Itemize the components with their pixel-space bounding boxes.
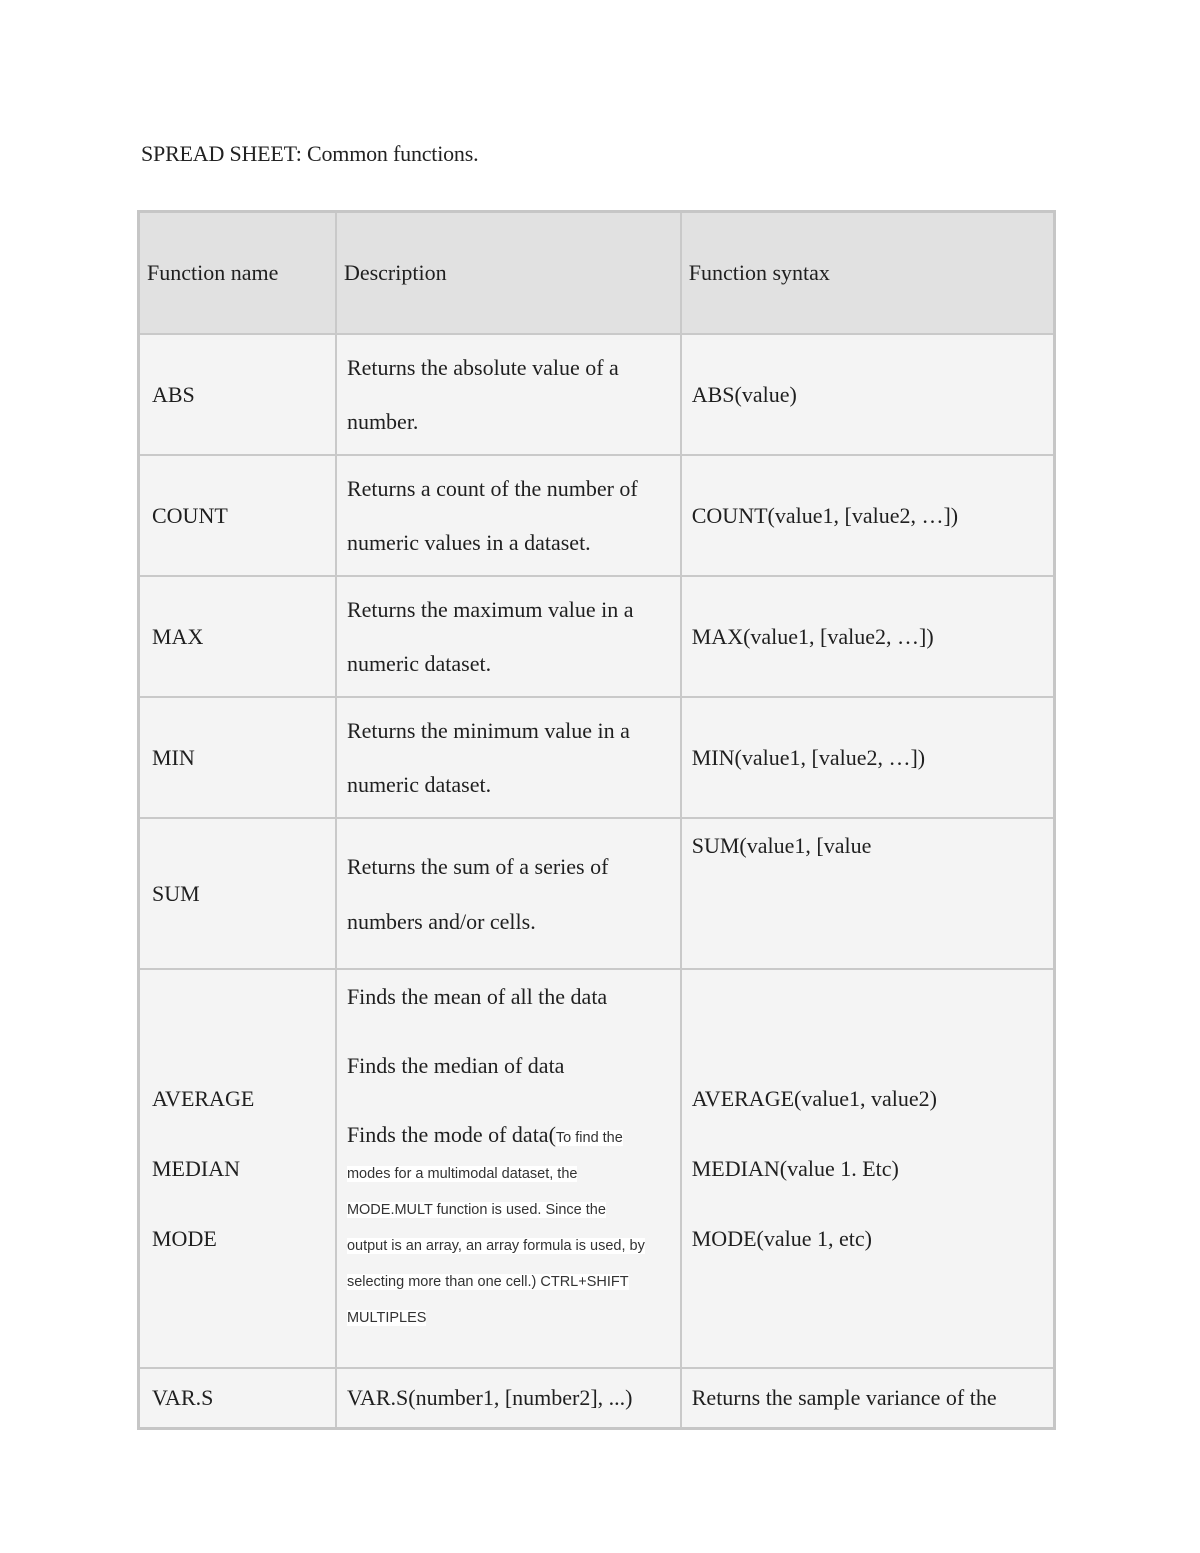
syntax-cell: ABS(value) xyxy=(681,334,1055,455)
description-median: Finds the median of data xyxy=(346,1053,565,1078)
syntax-cell xyxy=(681,969,1055,1368)
table-header-row xyxy=(139,212,1055,335)
syntax-average: AVERAGE(value1, value2) xyxy=(691,1085,937,1111)
description-mode-text: Finds the mode of data( xyxy=(346,1122,556,1147)
description-line: numeric dataset. xyxy=(346,650,492,676)
function-name-cell: MAX xyxy=(139,576,336,697)
table-row-count xyxy=(139,455,1055,576)
syntax-median: MEDIAN(value 1. Etc) xyxy=(691,1155,899,1181)
header-function-name: Function name xyxy=(139,212,336,335)
description-line: numbers and/or cells. xyxy=(346,908,536,934)
function-name-cell: MIN xyxy=(139,697,336,818)
mode-note-line: MULTIPLES xyxy=(346,1310,427,1326)
function-name-cell: VAR.S xyxy=(139,1368,336,1429)
description-line: Returns the absolute value of a xyxy=(346,354,619,380)
mode-note-line: modes for a multimodal dataset, the xyxy=(346,1166,578,1182)
header-function-syntax: Function syntax xyxy=(681,212,1055,335)
table-row-average-median-mode xyxy=(139,969,1055,1368)
description-line: number. xyxy=(346,408,419,434)
mode-note-line: To find the xyxy=(555,1130,623,1146)
syntax-cell: SUM(value1, [value xyxy=(681,818,1055,969)
table-row-abs xyxy=(139,334,1055,455)
table-row-max xyxy=(139,576,1055,697)
description-line: numeric values in a dataset. xyxy=(346,529,591,555)
function-name-cell xyxy=(139,969,336,1368)
syntax-cell: MAX(value1, [value2, …]) xyxy=(681,576,1055,697)
function-name-cell: SUM xyxy=(139,818,336,969)
function-name-cell: COUNT xyxy=(139,455,336,576)
function-name-average: AVERAGE xyxy=(152,1085,255,1111)
table-row-min xyxy=(139,697,1055,818)
mode-note xyxy=(347,1156,674,1336)
description-mode xyxy=(347,1120,674,1156)
description-cell xyxy=(336,818,681,969)
mode-note-line: MODE.MULT function is used. Since the xyxy=(346,1202,606,1218)
function-name-cell: ABS xyxy=(139,334,336,455)
function-name-median: MEDIAN xyxy=(152,1155,240,1181)
syntax-cell: Returns the sample variance of the xyxy=(681,1368,1055,1429)
description-line: Returns the minimum value in a xyxy=(346,717,630,743)
description-mean: Finds the mean of all the data xyxy=(346,984,608,1009)
description-line: numeric dataset. xyxy=(346,771,492,797)
table-row-var-s xyxy=(139,1368,1055,1429)
syntax-mode: MODE(value 1, etc) xyxy=(691,1225,872,1251)
function-name-mode: MODE xyxy=(152,1225,217,1251)
description-cell xyxy=(336,969,681,1368)
page-title: SPREAD SHEET: Common functions. xyxy=(141,141,479,166)
description-line: Returns the maximum value in a xyxy=(346,596,634,622)
syntax-cell: MIN(value1, [value2, …]) xyxy=(681,697,1055,818)
description-cell xyxy=(336,697,681,818)
description-line: Returns a count of the number of xyxy=(346,475,638,501)
description-line: Returns the sum of a series of xyxy=(346,853,609,879)
table-row-sum xyxy=(139,818,1055,969)
mode-note-line: selecting more than one cell.) CTRL+SHIFT xyxy=(346,1274,629,1290)
functions-table xyxy=(137,210,1056,1430)
header-description: Description xyxy=(336,212,681,335)
mode-note-line: output is an array, an array formula is used, by xyxy=(346,1238,645,1254)
description-cell xyxy=(336,455,681,576)
description-cell xyxy=(336,334,681,455)
syntax-cell: COUNT(value1, [value2, …]) xyxy=(681,455,1055,576)
description-cell xyxy=(336,576,681,697)
description-cell: VAR.S(number1, [number2], ...) xyxy=(336,1368,681,1429)
